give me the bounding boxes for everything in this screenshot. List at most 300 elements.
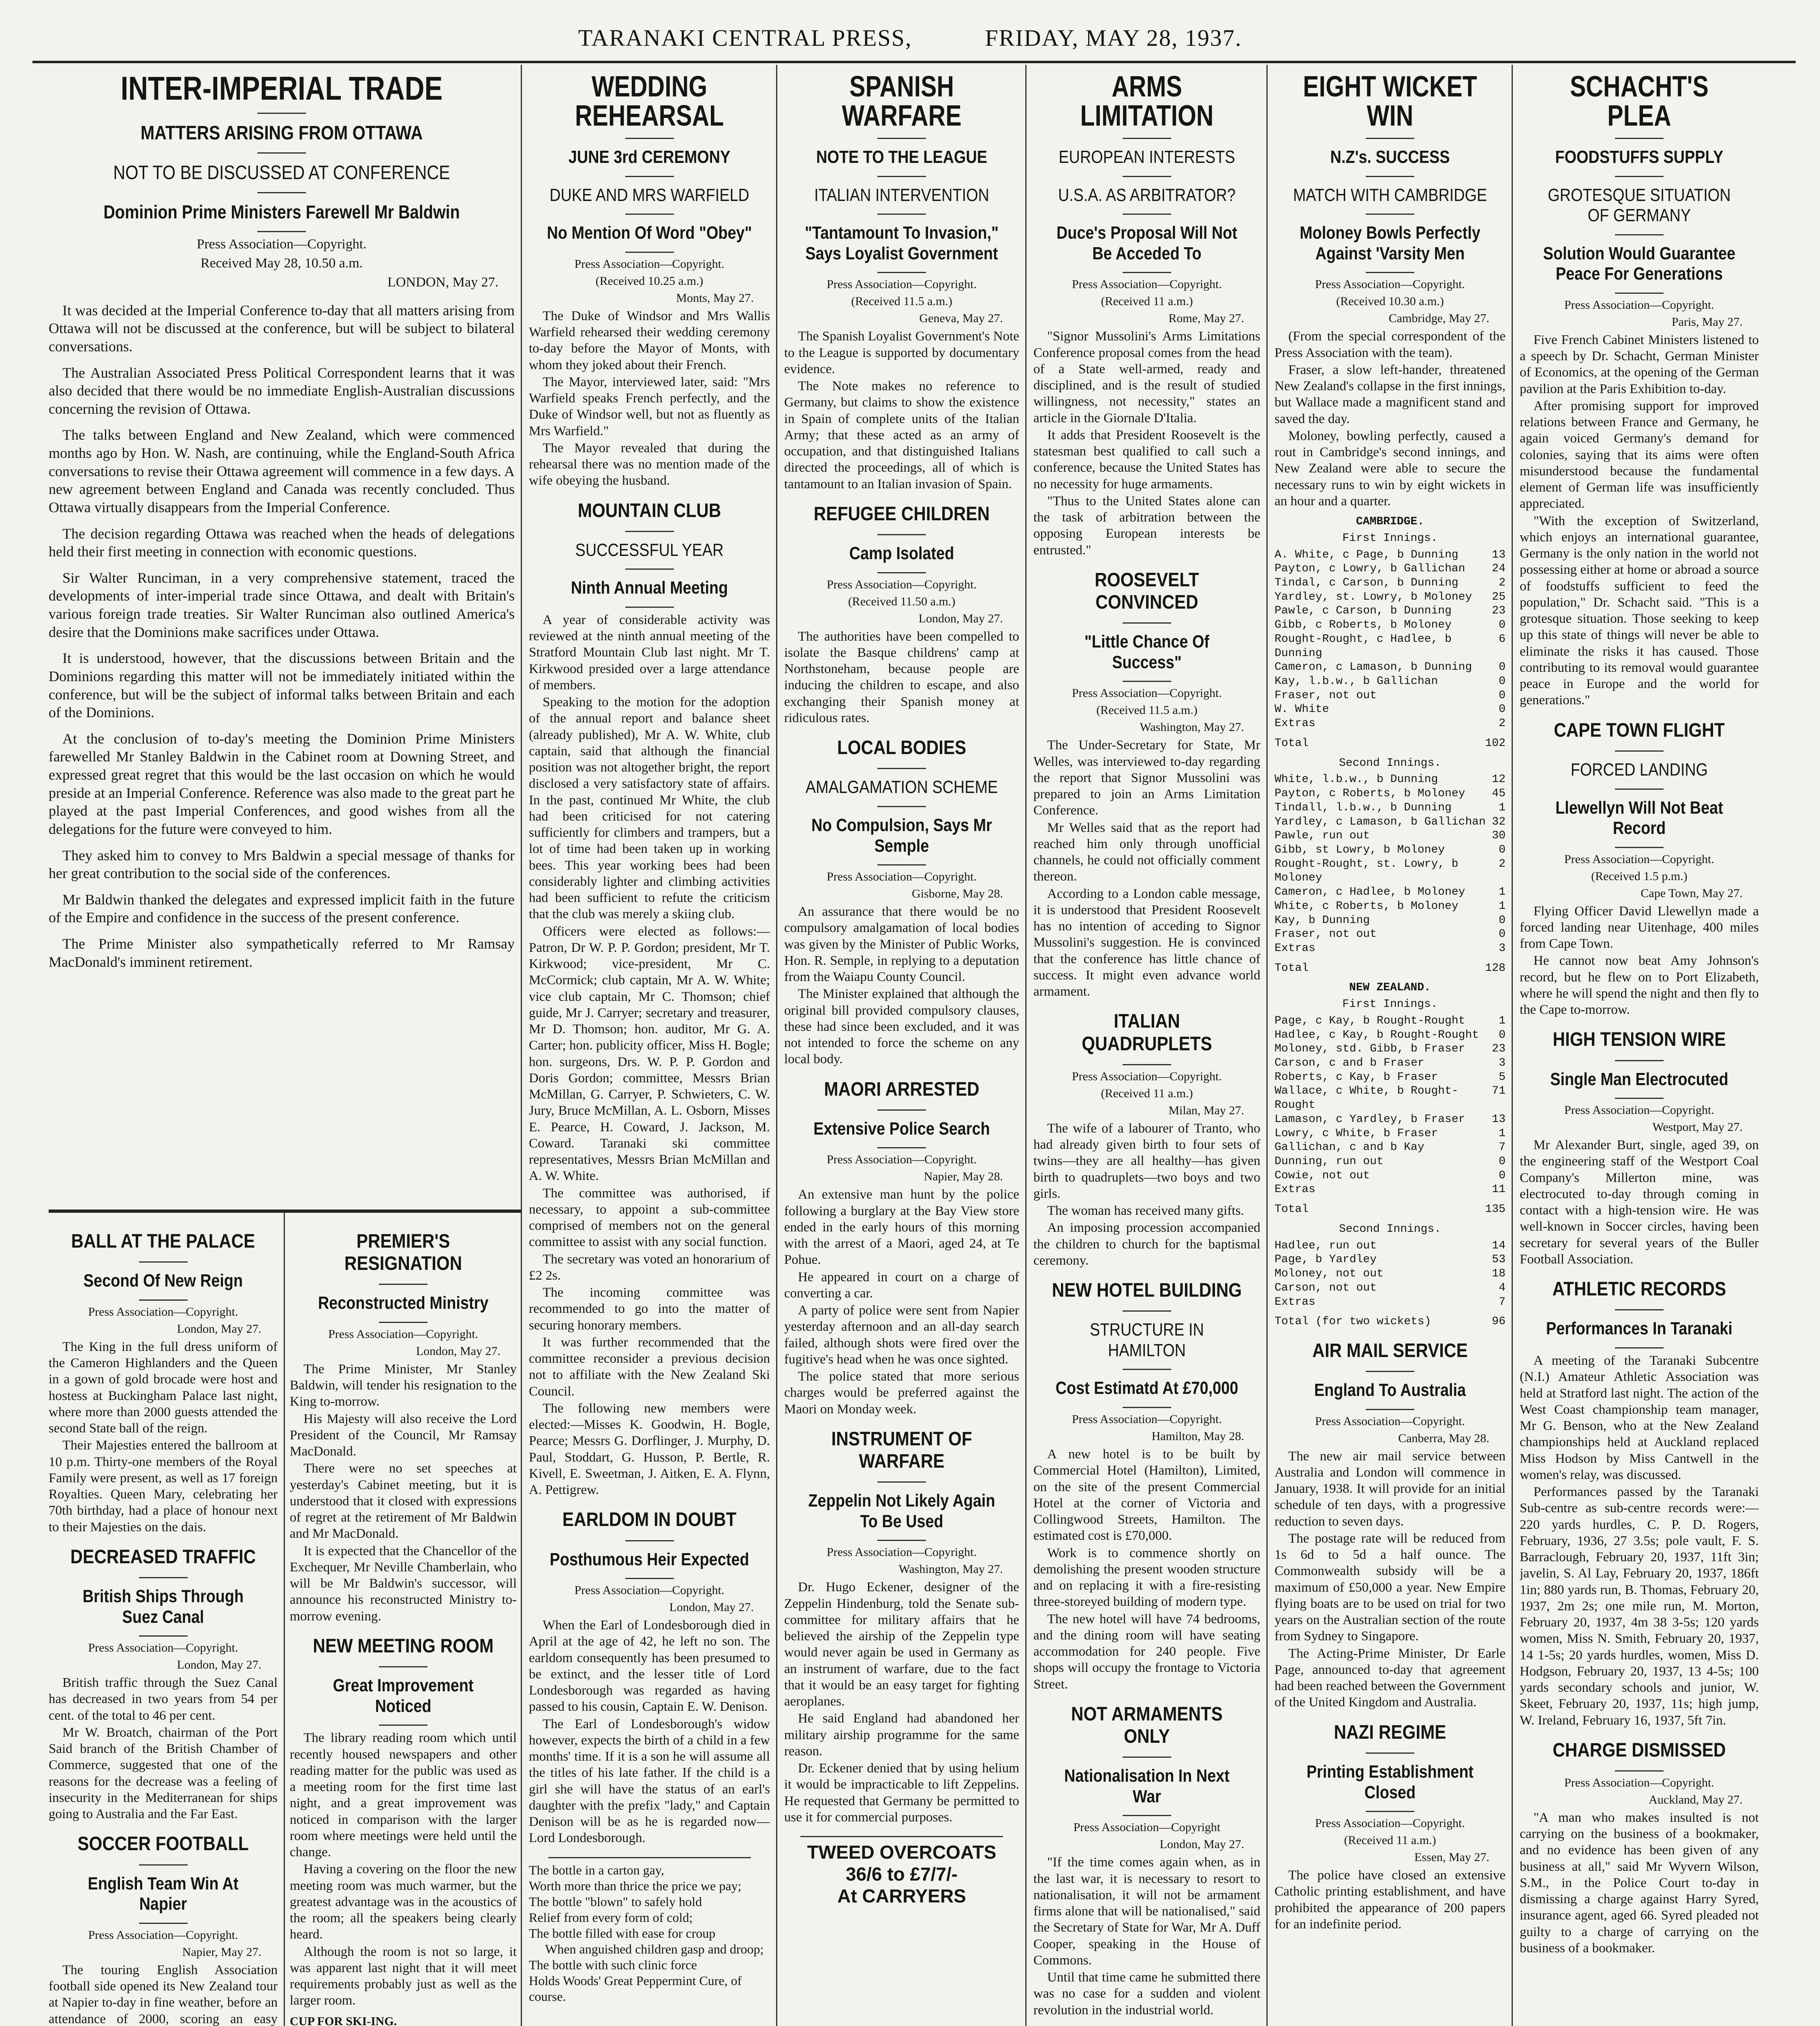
scorecard-row: [1275, 590, 1506, 605]
article-paragraph: His Majesty will also receive the Lord President of the Council, Mr Ramsay MacDonald.: [290, 1411, 517, 1459]
batsman-entry: Moloney, std. Gibb, b Fraser: [1275, 1043, 1465, 1056]
scorecard-row: [1275, 801, 1506, 815]
advertisement-verse: [529, 1862, 770, 2005]
divider: [1615, 750, 1664, 752]
total-label: Total: [1275, 737, 1309, 750]
batsman-entry: Carson, c and b Fraser: [1275, 1057, 1424, 1069]
article-paragraph: Performances passed by the Taranaki Sub-centre as sub-centre records were:—220 yards hurdles, C. P. D. Rogers, February, 1936, 27 3.5s; pole vault, F. S. Barraclough, February 20, 1937, 11ft 3in; javelin, S. Al Lay, February 20, 1937, 186ft 1in; 880 yards run, B. Thomas, February 20, 1937, 2m 2s; one mile run, M. Morton, February 20, 1937, 4m 38 3-5s; 120 yards women, Miss N. Smith, February 20, 1937, 14 1-5s; 20 yards hurdles, women, Miss D. Hodgson, February 20, 1937, 13 4-5s; 100 yards secondary schools and junior, W. Skeet, February 20, 1937, 11s; high jump, W. Ireland, February 16, 1937, 5ft 7in.: [1520, 1485, 1759, 1728]
runs: 45: [1492, 787, 1506, 800]
divider: [1366, 1811, 1414, 1812]
dateline: Geneva, May 27.: [919, 312, 1003, 325]
column-2-lower: [290, 1220, 517, 2026]
article-paragraph: The committee was authorised, if necessary, to appoint a sub-committee comprised of members not on the general committee to assist with any social function.: [529, 1186, 770, 1250]
press-credit: Press Association—Copyright.: [1315, 1817, 1465, 1830]
article: [1275, 1340, 1506, 1711]
article-paragraph: A meeting of the Taranaki Subcentre (N.I.) Amateur Athletic Association was held at Stratford last night. The action of the West Coast championship team manager, Mr G. Benson, who at the New Zealand championships held at Auckland replaced Miss Hodson by Miss Cantwell in the women's relay, was discussed.: [1520, 1353, 1759, 1482]
subheading: Posthumous Heir Expected: [550, 1549, 749, 1569]
batsman-entry: Rought-Rought, st. Lowry, b Moloney: [1275, 857, 1459, 885]
dateline: Napier, May 27.: [182, 1945, 261, 1959]
dateline: Westport, May 27.: [1652, 1120, 1743, 1134]
subheading: "Little Chance Of Success": [1084, 632, 1210, 672]
dateline: Essen, May 27.: [1414, 1851, 1489, 1864]
subheading: No Mention Of Word "Obey": [547, 223, 752, 243]
article-paragraph: Mr Alexander Burt, single, aged 39, on the engineering staff of the Westport Coal Company's Millerton mine, was electrocuted to-day through coming in contact with a high-tension wire. He was well-known in Soccer circles, having been secretary for several years of the Buller Football Association.: [1520, 1138, 1759, 1267]
batsman-entry: Yardley, c Lamason, b Gallichan: [1275, 815, 1486, 828]
column-rule: [1512, 65, 1513, 2026]
divider: [379, 1322, 428, 1323]
runs: 0: [1499, 1169, 1506, 1182]
scorecard-row: [1275, 773, 1506, 787]
divider: [1366, 1752, 1414, 1754]
scorecard-row: [1275, 562, 1506, 576]
article-paragraph: The secretary was voted an honorarium of £2 2s.: [529, 1252, 770, 1283]
team-heading: NEW ZEALAND.: [1349, 981, 1431, 994]
article-paragraph: Until that time came he submitted there was no case for a sudden and violent revolution in the industrial world.: [1033, 1970, 1260, 2017]
dateline: Cape Town, May 27.: [1640, 886, 1743, 900]
headline: SCHACHT'S PLEA: [1570, 71, 1709, 132]
divider: [257, 152, 306, 154]
dateline: Rome, May 27.: [1168, 312, 1244, 325]
headline: CHARGE DISMISSED: [1553, 1739, 1726, 1761]
runs: 13: [1492, 548, 1506, 561]
scorecard-row: [1275, 787, 1506, 801]
batsman-entry: Page, c Kay, b Rought-Rought: [1275, 1014, 1465, 1027]
article-paragraph: Having a covering on the floor the new meeting room was much warmer, but the greatest advantage was in the acoustics of the room; all the speakers being clearly heard.: [290, 1862, 517, 1942]
runs: 3: [1499, 1057, 1506, 1069]
batsman-entry: Gibb, c Roberts, b Moloney: [1275, 619, 1452, 632]
subheading: Extensive Police Search: [813, 1118, 990, 1139]
headline: NEW HOTEL BUILDING: [1052, 1280, 1242, 1302]
divider: [877, 806, 926, 807]
dateline: LONDON, May 27.: [387, 274, 498, 290]
article-paragraph: Moloney, bowling perfectly, caused a rout in Cambridge's second innings, and New Zealand were able to secure the necessary runs to win by eight wickets in an hour and a quarter.: [1275, 428, 1506, 509]
press-credit: Press Association—Copyright.: [88, 1928, 238, 1942]
runs: 6: [1499, 633, 1506, 645]
headline: NEW MEETING ROOM: [313, 1635, 494, 1657]
headline: INSTRUMENT OF WARFARE: [831, 1428, 972, 1472]
runs: 71: [1492, 1085, 1506, 1098]
headline: MOUNTAIN CLUB: [577, 500, 721, 521]
divider: [1615, 847, 1664, 848]
article-paragraph: Work is to commence shortly on demolishing the present wooden structure and on replacing it with a fire-resisting three-storeyed building of modern type.: [1033, 1545, 1260, 1609]
column-4: [784, 65, 1019, 2026]
divider: [800, 1836, 1003, 1837]
press-credit: Press Association—Copyright.: [1315, 278, 1465, 291]
lead-subheading: Dominion Prime Ministers Farewell Mr Baldwin: [103, 201, 460, 223]
divider: [877, 572, 926, 573]
column-3: [529, 65, 770, 2026]
article-paragraph: When the Earl of Londesborough died in April at the age of 42, he left no son. The earldom consequently has been presumed to be extinct, and the lesser title of Lord Londesborough was regarded as having passed to his cousin, Captain E. W. Denison.: [529, 1618, 770, 1714]
innings-heading: First Innings.: [1342, 998, 1438, 1011]
dateline: Gisborne, May 28.: [912, 887, 1003, 901]
article-paragraph: The following new members were elected:—Misses K. Goodwin, H. Bogle, Pearce; Messrs G. Dorflinger, J. Murphy, D. Paul, Stoddart, G. Husson, P. Bertle, R. Kivell, E. Sweetman, J. Aitken, E. A. Flynn, A. Pettigrew.: [529, 1401, 770, 1498]
divider: [625, 138, 674, 139]
scorecard: [1275, 515, 1506, 1329]
divider: [139, 1261, 188, 1263]
ad-line: TWEED OVERCOATS: [807, 1842, 997, 1863]
runs: 30: [1492, 829, 1506, 842]
divider: [877, 1109, 926, 1111]
subheading: Nationalisation In Next War: [1064, 1766, 1230, 1806]
total-runs: 128: [1485, 962, 1506, 975]
article-paragraph: The Mayor, interviewed later, said: "Mrs Warfield speaks French perfectly, and the Duke of Windsor well, but not as fluently as Mrs Warfield.": [529, 374, 770, 438]
runs: 53: [1492, 1253, 1506, 1266]
subheading: Reconstructed Ministry: [318, 1293, 489, 1313]
batsman-entry: Payton, c Lowry, b Gallichan: [1275, 562, 1465, 575]
scorecard-total: [1275, 962, 1506, 976]
article: [1520, 1278, 1759, 1729]
runs: 1: [1499, 1127, 1506, 1140]
scorecard-row: [1275, 1056, 1506, 1071]
article-paragraph: He cannot now beat Amy Johnson's record, but he flew on to Port Elizabeth, where he will spend the night and then fly to the Cape to-morrow.: [1520, 953, 1759, 1017]
runs: 0: [1499, 675, 1506, 688]
subheading: JUNE 3rd CEREMONY: [568, 147, 731, 167]
received-time: (Received 11.5 a.m.): [1096, 703, 1198, 717]
batsman-entry: Hadlee, c Kay, b Rought-Rought: [1275, 1028, 1479, 1041]
masthead: [0, 24, 1820, 53]
press-credit: Press Association—Copyright.: [1071, 686, 1222, 700]
batsman-entry: Tindall, l.b.w., b Dunning: [1275, 801, 1452, 814]
batsman-entry: Extras: [1275, 942, 1315, 955]
received-time: (Received 10.30 a.m.): [1336, 295, 1444, 308]
scorecard-row: [1275, 1042, 1506, 1056]
batsman-entry: Yardley, st. Lowry, b Moloney: [1275, 590, 1472, 603]
runs: 0: [1499, 1155, 1506, 1168]
divider: [1615, 1770, 1664, 1772]
lead-article: [49, 65, 515, 1207]
dateline: Cambridge, May 27.: [1388, 312, 1489, 325]
batsman-entry: Extras: [1275, 717, 1315, 730]
divider: [139, 1635, 188, 1637]
scorecard-row: [1275, 576, 1506, 590]
article-paragraph: It is expected that the Chancellor of the Exchequer, Mr Neville Chamberlain, who will be Mr Baldwin's successor, will announce his reconstructed Ministry to-morrow evening.: [290, 1543, 517, 1624]
subheading: Performances In Taranaki: [1546, 1319, 1732, 1339]
article-paragraph: The Prime Minister also sympathetically referred to Mr Ramsay MacDonald's imminent retirement.: [49, 936, 515, 970]
scorecard-row: [1275, 1014, 1506, 1028]
article-paragraph: An extensive man hunt by the police following a burglary at the Bay View store ended in the early hours of this morning with the arrest of a Maori, aged 24, at Te Pohue.: [784, 1187, 1019, 1267]
article-paragraph: The new air mail service between Australia and London will commence in January, 1938. It will provide for an initial schedule of ten days, with a progressive reduction to seven days.: [1275, 1449, 1506, 1529]
total-runs: 135: [1485, 1203, 1506, 1216]
runs: 13: [1492, 1113, 1506, 1126]
article-paragraph: Fraser, a slow left-hander, threatened New Zealand's collapse in the first innings, but Wallace made a magnificent stand and saved the day.: [1275, 362, 1506, 426]
scorecard-row: [1275, 1071, 1506, 1085]
article-paragraph: "Thus to the United States alone can the task of arbitration between the opposing European interests be entrusted.": [1033, 494, 1260, 558]
article-paragraph: The authorities have been compelled to isolate the Basque childrens' camp at Northstoneham, because people are inducing the children to escape, and also exchanging their Spanish money at ridiculous rates.: [784, 629, 1019, 725]
scorecard-row: [1275, 928, 1506, 942]
article: [1520, 1739, 1759, 1956]
headline: NAZI REGIME: [1334, 1721, 1446, 1743]
article-paragraph: "If the time comes again when, as in the last war, it is necessary to resort to nationalisation, it will not be armament firms alone that will be nationalised," said the Secretary of State for War, Mr A. Duff Cooper, speaking in the House of Commons.: [1033, 1855, 1260, 1968]
headline: HIGH TENSION WIRE: [1553, 1029, 1726, 1051]
divider: [877, 534, 926, 535]
subheading: MATCH WITH CAMBRIDGE: [1293, 185, 1487, 205]
runs: 7: [1499, 1295, 1506, 1308]
article: [529, 1509, 770, 1846]
scorecard-row: [1275, 1084, 1506, 1112]
scorecard-row: [1275, 1267, 1506, 1281]
article-paragraph: A party of police were sent from Napier yesterday afternoon and an all-day search failed, although shots were fired over the fugitive's head when he was once sighted.: [784, 1303, 1019, 1367]
divider: [1123, 214, 1171, 215]
batsman-entry: Hadlee, run out: [1275, 1239, 1377, 1252]
divider: [379, 1666, 428, 1667]
article-paragraph: It was decided at the Imperial Conference to-day that all matters arising from Ottawa will not be discussed at the conference, but will be subject to bilateral conversations.: [49, 302, 515, 355]
article-paragraph: "A man who makes insulted is not carrying on the business of a bookmaker, and no evidence has been given of any business at all," said Mr Wyvern Wilson, S.M., in the Police Court to-day in dismissing a charge against Harry Syred, insurance agent, aged 66. Syred pleaded not guilty to a charge of carrying on the business of a bookmaker.: [1520, 1810, 1759, 1955]
press-credit: Press Association—Copyright.: [1071, 1069, 1222, 1083]
press-credit: Press Association—Copyright.: [574, 1584, 725, 1597]
article-paragraph: A year of considerable activity was reviewed at the ninth annual meeting of the Stratford Mountain Club last night. Mr T. Kirkwood presided over a large attendance of members.: [529, 612, 770, 692]
subheading: Solution Would Guarantee Peace For Generations: [1543, 243, 1736, 284]
subheading: Duce's Proposal Will Not Be Acceded To: [1056, 223, 1237, 263]
press-credit: Press Association—Copyright.: [1315, 1414, 1465, 1428]
divider: [877, 768, 926, 769]
lead-headline: INTER-IMPERIAL TRADE: [120, 70, 443, 107]
press-credit: Press Association—Copyright.: [1071, 278, 1222, 291]
article-paragraph: The King in the full dress uniform of the Cameron Highlanders and the Queen in a gown of gold brocade were host and hostess at Buckingham Palace last night, where more than 2000 guests attended the second State ball of the reign.: [49, 1339, 278, 1436]
divider: [1123, 1064, 1171, 1065]
divider: [1366, 1409, 1414, 1410]
headline: SPANISH WARFARE: [842, 71, 962, 132]
press-credit: Press Association—Copyright.: [1564, 852, 1714, 866]
batsman-entry: Extras: [1275, 1295, 1315, 1308]
divider: [877, 1481, 926, 1483]
column-7: [1520, 65, 1759, 2026]
runs: 11: [1492, 1183, 1506, 1196]
batsman-entry: Page, b Yardley: [1275, 1253, 1377, 1266]
press-credit: Press Association—Copyright.: [88, 1641, 238, 1655]
headline: REFUGEE CHILDREN: [813, 503, 990, 525]
runs: 1: [1499, 801, 1506, 814]
dateline: Auckland, May 27.: [1649, 1793, 1743, 1806]
runs: 1: [1499, 886, 1506, 899]
batsman-entry: Kay, l.b.w., b Gallichan: [1275, 675, 1438, 688]
scorecard-row: [1275, 857, 1506, 885]
subheading: Moloney Bowls Perfectly Against 'Varsity Men: [1300, 223, 1480, 263]
received-time: (Received 11.5 a.m.): [851, 295, 952, 308]
divider: [379, 1284, 428, 1285]
divider: [877, 1147, 926, 1148]
article-paragraph: (From the special correspondent of the Press Association with the team).: [1275, 329, 1506, 360]
total-runs: 96: [1492, 1315, 1506, 1328]
article: [529, 500, 770, 1498]
runs: 5: [1499, 1071, 1506, 1084]
section-heading: CUP FOR SKI-ING.: [290, 2014, 397, 2026]
runs: 25: [1492, 590, 1506, 603]
divider: [625, 531, 674, 532]
divider: [1615, 1309, 1664, 1310]
verse-line: Holds Woods' Great Peppermint Cure, of course.: [529, 1973, 742, 2004]
dateline: London, May 27.: [177, 1658, 261, 1672]
divider: [1123, 272, 1171, 273]
subheading: Llewellyn Will Not Beat Record: [1555, 797, 1723, 838]
batsman-entry: A. White, c Page, b Dunning: [1275, 548, 1459, 561]
article-paragraph: There were no set speeches at yesterday's Cabinet meeting, but it is understood that it closed with expressions of regret at the retirement of Mr Baldwin and Mr MacDonald.: [290, 1461, 517, 1541]
received-time: (Received 11 a.m.): [1101, 295, 1193, 308]
article-paragraph: Flying Officer David Llewellyn made a forced landing near Uitenhage, 400 miles from Cape Town.: [1520, 904, 1759, 951]
article-paragraph: Dr. Eckener denied that by using helium it would be impracticable to lift Zeppelins. He requested that Germany be permitted to use it for commercial purposes.: [784, 1761, 1019, 1825]
scorecard-row: [1275, 1183, 1506, 1197]
scorecard-innings: [1275, 773, 1506, 955]
verse-line: The bottle with such clinic force: [529, 1957, 697, 1972]
divider: [625, 607, 674, 608]
runs: 24: [1492, 562, 1506, 575]
scorecard-row: [1275, 1028, 1506, 1043]
subheading: Single Man Electrocuted: [1550, 1069, 1728, 1089]
article-paragraph: The postage rate will be reduced from 1s 6d to 5d a half ounce. The Commonwealth subsidy will be a maximum of £50,000 a year. New Empire flying boats are to be used on trial for two years on the Australian section of the route from Sydney to Singapore.: [1275, 1531, 1506, 1644]
divider: [1123, 138, 1171, 139]
batsman-entry: White, l.b.w., b Dunning: [1275, 773, 1438, 786]
divider: [1366, 1371, 1414, 1372]
verse-line: Worth more than thrice the price we pay;: [529, 1878, 742, 1893]
divider: [625, 176, 674, 177]
column-5: [1033, 65, 1260, 2026]
subheading: Camp Isolated: [849, 543, 954, 564]
article-paragraph: Dr. Hugo Eckener, designer of the Zeppelin Hindenburg, told the Senate sub-committee for military affairs that he believed the airship of the Zeppelin type would never again be used in Germany as an instrument of warfare, due to the fact that it would be an easy target for fighting aeroplanes.: [784, 1580, 1019, 1709]
press-credit: Press Association—Copyright.: [826, 577, 977, 591]
headline: EARLDOM IN DOUBT: [562, 1509, 737, 1531]
article-paragraph: The Note makes no reference to Germany, but claims to show the existence in Spain of complete units of the Italian Army; that these acted as an army of occupation, and that distinguished Italians directed the proceedings, all of which is tantamount to an Italian invasion of Spain.: [784, 379, 1019, 492]
article-paragraph: The touring English Association football side opened its New Zealand tour at Napier to-day in fine weather, before an attendance of 2000, scoring an easy: [49, 1962, 278, 2026]
article-paragraph: After promising support for improved relations between France and Germany, he again voiced Germany's demand for colonies, saying that its aims were often misunderstood because the fundamental element of German life was insufficiently appreciated.: [1520, 398, 1759, 511]
column-rule: [1266, 65, 1268, 2026]
scorecard-total: [1275, 1203, 1506, 1217]
dateline: London, May 27.: [416, 1344, 500, 1358]
runs: 0: [1499, 661, 1506, 674]
received-time: (Received 11 a.m.): [1101, 1086, 1193, 1100]
divider: [1366, 214, 1414, 215]
runs: 0: [1499, 914, 1506, 927]
headline: ATHLETIC RECORDS: [1552, 1278, 1726, 1300]
advertisement-carryers: [784, 1841, 1019, 1907]
article-paragraph: The woman has received many gifts.: [1047, 1203, 1244, 1218]
divider: [1123, 1369, 1171, 1370]
divider: [1123, 1757, 1171, 1758]
article-paragraph: The Under-Secretary for State, Mr Welles, was interviewed to-day regarding the report that Signor Mussolini was prepared to join an Arms Limitation Conference.: [1033, 738, 1260, 818]
scorecard-row: [1275, 675, 1506, 689]
divider: [877, 214, 926, 215]
runs: 18: [1492, 1267, 1506, 1280]
article-paragraph: He said England had abandoned her military airship programme for the same reason.: [784, 1711, 1019, 1759]
runs: 32: [1492, 815, 1506, 828]
batsman-entry: Gibb, st Lowry, b Moloney: [1275, 843, 1445, 856]
article-paragraph: Five French Cabinet Ministers listened to a speech by Dr. Schacht, German Minister of Economics, at the opening of the German pavilion at the Paris Exhibition to-day.: [1520, 332, 1759, 396]
scorecard-row: [1275, 829, 1506, 843]
dateline: London, May 27.: [918, 611, 1003, 625]
press-credit: Press Association—Copyright.: [826, 278, 977, 291]
batsman-entry: Lowry, c White, b Fraser: [1275, 1127, 1438, 1140]
scorecard-row: [1275, 900, 1506, 914]
subheading: NOTE TO THE LEAGUE: [816, 147, 987, 167]
press-credit: Press Association—Copyright.: [826, 1545, 977, 1559]
press-credit: Press Association—Copyright.: [1564, 1103, 1714, 1117]
divider: [139, 1299, 188, 1301]
batsman-entry: Gallichan, c and b Kay: [1275, 1141, 1424, 1154]
article: [784, 1078, 1019, 1417]
verse-line: The bottle filled with ease for croup: [529, 1926, 716, 1941]
scorecard-innings: [1275, 548, 1506, 731]
scorecard-innings: [1275, 1239, 1506, 1310]
subheading: Great Improvement Noticed: [333, 1676, 474, 1716]
batsman-entry: Carson, not out: [1275, 1281, 1377, 1294]
divider: [1615, 1347, 1664, 1349]
batsman-entry: Cameron, c Lamason, b Dunning: [1275, 661, 1472, 674]
runs: 0: [1499, 703, 1506, 716]
subheading: DUKE AND MRS WARFIELD: [550, 185, 749, 205]
headline: NOT ARMAMENTS ONLY: [1071, 1703, 1223, 1747]
article-paragraph: Mr Welles said that as the report had reached him only through unofficial channels, he could not officially comment thereon.: [1033, 820, 1260, 884]
subheading: STRUCTURE IN HAMILTON: [1090, 1320, 1204, 1360]
article: [784, 72, 1019, 492]
dateline: London, May 27.: [177, 1322, 261, 1336]
runs: 3: [1499, 942, 1506, 955]
article: [784, 503, 1019, 726]
subheading: England To Australia: [1314, 1380, 1466, 1400]
dateline: Canberra, May 28.: [1398, 1431, 1489, 1445]
scorecard-row: [1275, 843, 1506, 857]
headline: ROOSEVELT CONVINCED: [1095, 569, 1199, 613]
divider: [1123, 681, 1171, 682]
runs: 14: [1492, 1239, 1506, 1252]
divider: [548, 1857, 751, 1858]
masthead-rule: [32, 61, 1796, 63]
subheading: Printing Establishment Closed: [1306, 1761, 1474, 1802]
scorecard-row: [1275, 914, 1506, 928]
article: [49, 1546, 278, 1823]
press-credit: Press Association—Copyright: [1073, 1821, 1221, 1834]
received-time: Received May 28, 10.50 a.m.: [200, 256, 363, 271]
verse-line: The bottle in a carton gay,: [529, 1862, 664, 1877]
scorecard-row: [1275, 633, 1506, 660]
subheading: AMALGAMATION SCHEME: [805, 777, 998, 797]
divider: [877, 1540, 926, 1541]
column-rule: [284, 1212, 285, 2026]
scorecard-row: [1275, 815, 1506, 829]
headline: WEDDING REHEARSAL: [575, 71, 724, 132]
column-1-lower: [49, 1220, 278, 2026]
dateline: Monts, May 27.: [676, 291, 754, 305]
article-paragraph: The police stated that more serious charges would be preferred against the Maori on Monday week.: [784, 1369, 1019, 1417]
scorecard-row: [1275, 689, 1506, 703]
scorecard-innings: [1275, 1014, 1506, 1197]
dateline: London, May 27.: [1159, 1838, 1244, 1851]
scorecard-row: [1275, 660, 1506, 675]
article-paragraph: He appeared in court on a charge of converting a car.: [784, 1269, 1019, 1301]
divider: [1366, 138, 1414, 139]
article-paragraph: Mr W. Broatch, chairman of the Port Said branch of the British Chamber of Commerce, suggested that one of the reasons for the decrease was a feeling of insecurity in the Mediterranean for ships going to Australia and the Far East.: [49, 1725, 278, 1822]
article: [1033, 72, 1260, 558]
subheading: EUROPEAN INTERESTS: [1059, 147, 1235, 167]
divider: [625, 1540, 674, 1541]
divider: [1123, 1407, 1171, 1408]
dateline: Hamilton, May 28.: [1151, 1430, 1244, 1443]
batsman-entry: Rought-Rought, c Hadlee, b Dunning: [1275, 633, 1452, 660]
article-paragraph: It was further recommended that the committee reconsider a previous decision not to affiliate with the New Zealand Ski Council.: [529, 1335, 770, 1399]
batsman-entry: Fraser, not out: [1275, 689, 1377, 702]
divider: [1123, 1310, 1171, 1312]
column-rule: [521, 65, 522, 2026]
column-rule: [1025, 65, 1027, 2026]
divider: [1615, 1060, 1664, 1061]
dateline: Milan, May 27.: [1168, 1103, 1244, 1117]
press-credit: Press Association—Copyright.: [328, 1327, 478, 1341]
masthead-paper: TARANAKI CENTRAL PRESS,: [578, 25, 912, 51]
batsman-entry: Pawle, c Carson, b Dunning: [1275, 605, 1452, 618]
article-paragraph: Speaking to the motion for the adoption of the annual report and balance sheet (already published), Mr A. W. White, club captain, said that although the financial position was not altogether bright, the report disclosed a very satisfactory state of affairs. In the past, continued Mr White, the club had been criticised for not catering sufficiently for climbers and trampers, but a lot of time had been taken up in working bees. This year working bees had been considerably lighter and climbing activities had been sufficient to refute the criticism that the club was merely a skiing club.: [529, 695, 770, 922]
article-paragraph: The decision regarding Ottawa was reached when the heads of delegations held their first meeting in connection with economic questions.: [49, 525, 515, 560]
scorecard-row: [1275, 942, 1506, 956]
subheading: Second Of New Reign: [83, 1271, 243, 1291]
subheading: British Ships Through Suez Canal: [82, 1586, 244, 1627]
subheading: GROTESQUE SITUATION OF GERMANY: [1548, 185, 1731, 226]
